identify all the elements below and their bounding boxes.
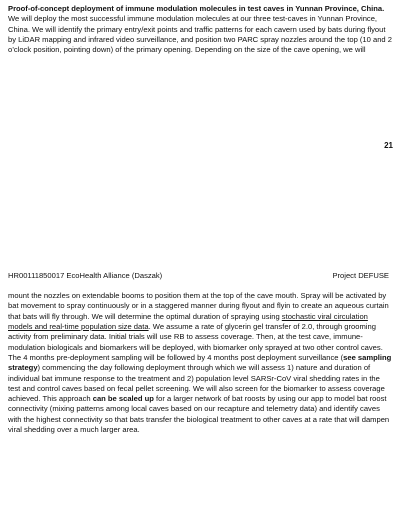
header-award-number: HR00111850017 EcoHealth Alliance (Daszak)	[8, 271, 163, 280]
paragraph-heading: Proof-of-concept deployment of immune modulation molecules in test caves in Yunnan Province, China.	[8, 4, 385, 13]
paragraph-text: We will deploy the most successful immune modulation molecules at our three test-caves in Yunnan Province, China. We will identify the primary entry/exit points and traffic patterns for each cavern used by bats during flyout by LiDAR mapping and infrared video surveillance, and position two PARC spray nozzles around the top (10 and 2 o’clock position, pointing down) of the primary opening. Depending on the size of the cave opening, we will	[8, 14, 392, 55]
text-segment-3: ) commencing the day following deployment through which we will assess 1) nature and duration of individual bat immune response to the treatment and 2) population level SARSr-CoV viral shedding rates in the test and control caves based on fecal pellet screening. We will also screen for the biomarker to assess coverage achieved. This approach	[8, 363, 385, 404]
bold-phrase-sampling: see sampling strategy	[8, 352, 392, 373]
text-segment-1: mount the nozzles on extendable booms to position them at the top of the cave mouth. Spray will be activated by bat movement to spray continuously or in a staggered manner during flyout and flyin to create an aqueous curtain that bats will fly through. We will determine the optimal duration of spraying using	[8, 291, 389, 321]
text-segment-2: . We assume a rate of glycerin gel transfer of 2.0, through grooming activity from preliminary data. Initial trials will use RB to assess coverage. Then, at the test cave, immune-modulation biologicals and biomarkers will be deployed, with biomarker only sprayed at two other control caves. The 4 months pre-deployment sampling will be followed by 4 months post deployment surveillance (	[8, 321, 383, 362]
page-number: 21	[384, 141, 393, 150]
paragraph-continuation	[8, 291, 394, 435]
text-segment-4: for a larger network of bat roosts by using our app to model bat roost connectivity (mixing patterns among local caves based on our recapture and telemetry data) and identify caves with the highest connectivity so that bats transfer the biological treatment to other caves at a rate that will dampen viral shedding over a much larger area.	[8, 394, 390, 435]
header-project-name: Project DEFUSE	[332, 271, 389, 280]
underlined-phrase: stochastic viral circulation models and real-time population size data	[8, 311, 368, 331]
paragraph-deployment	[8, 4, 394, 56]
bold-phrase-scaled: can be scaled up	[92, 394, 154, 404]
